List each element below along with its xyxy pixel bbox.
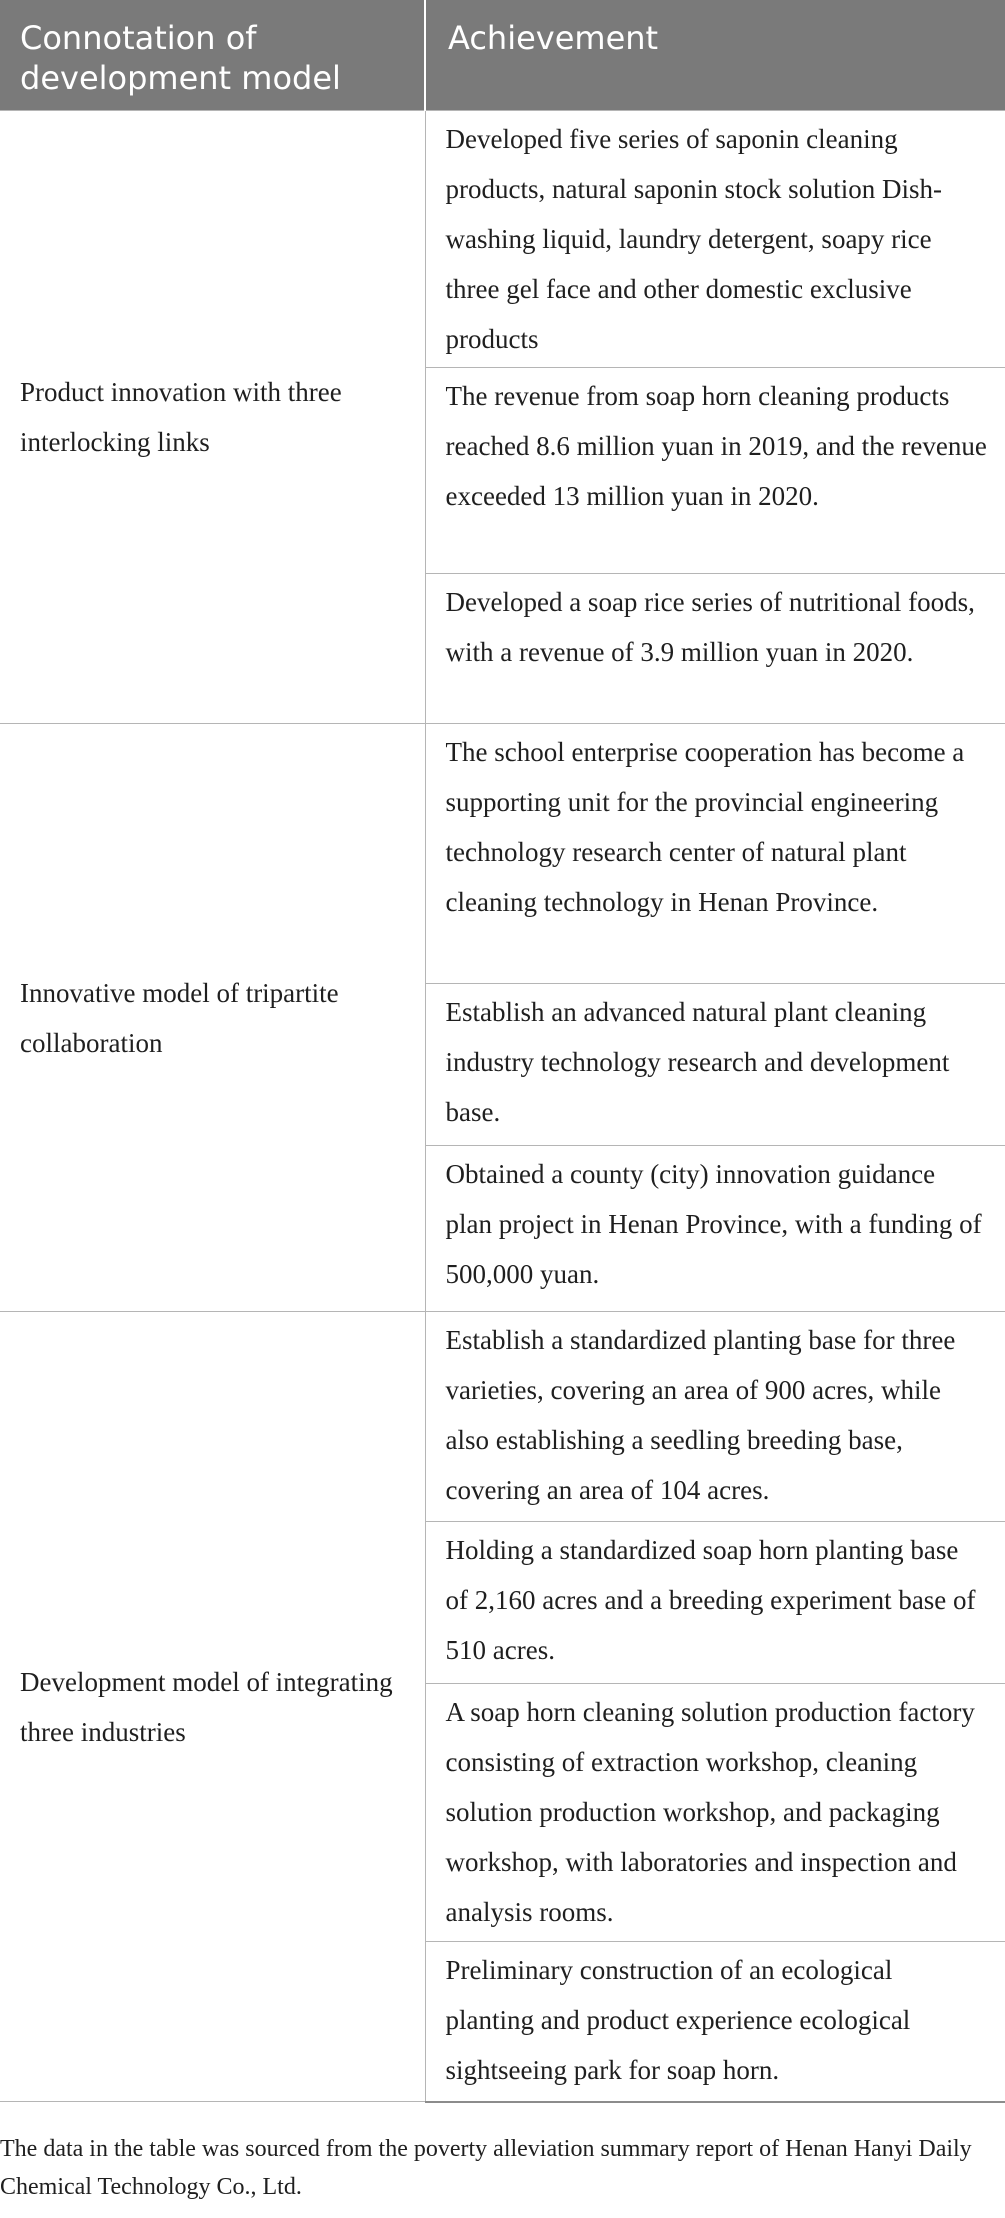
achievement-cell: Preliminary construction of an ecological planting and product experience ecological sightseeing park for soap horn. <box>425 1942 1005 2102</box>
achievement-cell: Establish an advanced natural plant cleaning industry technology research and development base. <box>425 984 1005 1146</box>
achievement-cell: A soap horn cleaning solution production factory consisting of extraction workshop, cleaning solution production workshop, and packaging workshop, with laboratories and inspection and analysis rooms. <box>425 1684 1005 1942</box>
achievement-cell: Developed a soap rice series of nutritional foods, with a revenue of 3.9 million yuan in 2020. <box>425 574 1005 724</box>
category-cell: Product innovation with three interlocking links <box>0 111 425 724</box>
table-row <box>0 1312 1005 1522</box>
achievement-cell: Establish a standardized planting base for three varieties, covering an area of 900 acres, while also establishing a seedling breeding base, covering an area of 104 acres. <box>425 1312 1005 1522</box>
achievement-cell: The school enterprise cooperation has become a supporting unit for the provincial engineering technology research center of natural plant cleaning technology in Henan Province. <box>425 724 1005 984</box>
achievement-cell: Obtained a county (city) innovation guidance plan project in Henan Province, with a funding of 500,000 yuan. <box>425 1146 1005 1312</box>
header-connotation <box>0 0 425 111</box>
table-footnote: The data in the table was sourced from the poverty alleviation summary report of Henan Hanyi Daily Chemical Technology Co., Ltd. <box>0 2136 972 2200</box>
table-row <box>0 724 1005 984</box>
header-achievement: Achievement <box>425 0 1005 111</box>
table-row <box>0 111 1005 368</box>
category-cell: Innovative model of tripartite collaboration <box>0 724 425 1312</box>
category-cell: Development model of integrating three industries <box>0 1312 425 2102</box>
achievement-cell: Holding a standardized soap horn planting base of 2,160 acres and a breeding experiment base of 510 acres. <box>425 1522 1005 1684</box>
header-connotation-line2: development model <box>20 59 341 97</box>
table-header-row <box>0 0 1005 111</box>
achievement-cell: The revenue from soap horn cleaning products reached 8.6 million yuan in 2019, and the revenue exceeded 13 million yuan in 2020. <box>425 368 1005 574</box>
header-connotation-line1: Connotation of <box>20 19 257 57</box>
achievement-cell: Developed five series of saponin cleaning products, natural saponin stock solution Dish-washing liquid, laundry detergent, soapy rice three gel face and other domestic exclusive products <box>425 111 1005 368</box>
